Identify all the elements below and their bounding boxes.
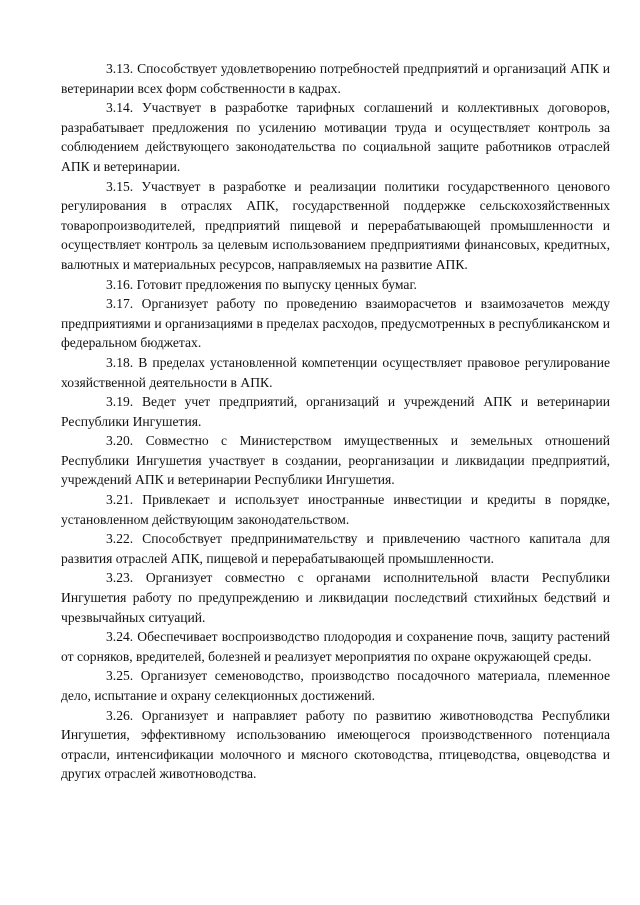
paragraph-3-23: 3.23. Организует совместно с органами исполнительной власти Республики Ингушетия работу по предупреждению и ликвидации последствий стихийных бедствий и чрезвычайных ситуаций. [61,570,610,625]
paragraph-3-22: 3.22. Способствует предпринимательству и привлечению частного капитала для развития отраслей АПК, пищевой и перерабатывающей промышленности. [61,531,610,566]
paragraph-3-15: 3.15. Участвует в разработке и реализации политики государственного ценового регулирования в отраслях АПК, государственной поддержке сельскохозяйственных товаропроизводителей, предприятий пищевой и перерабатывающей промышленности и осуществляет контроль за целевым использованием предприятиями финансовых, кредитных, валютных и материальных ресурсов, направляемых на развитие АПК. [61,178,610,272]
paragraph-3-13: 3.13. Способствует удовлетворению потребностей предприятий и организаций АПК и ветеринарии всех форм собственности в кадрах. [61,61,610,96]
paragraph-3-19: 3.19. Ведет учет предприятий, организаций и учреждений АПК и ветеринарии Республики Ингушетия. [61,394,610,429]
paragraph-3-21: 3.21. Привлекает и использует иностранные инвестиции и кредиты в порядке, установленном действующим законодательством. [61,492,610,527]
paragraph-3-20: 3.20. Совместно с Министерством имущественных и земельных отношений Республики Ингушетия участвует в создании, реорганизации и ликвидации предприятий, учреждений АПК и ветеринарии Республики Ингушетия. [61,433,610,488]
paragraph-3-18: 3.18. В пределах установленной компетенции осуществляет правовое регулирование хозяйственной деятельности в АПК. [61,354,610,390]
paragraph-3-17: 3.17. Организует работу по проведению взаиморасчетов и взаимозачетов между предприятиями и организациями в пределах расходов, предусмотренных в республиканском и федеральном бюджетах. [61,296,610,351]
paragraph-3-24: 3.24. Обеспечивает воспроизводство плодородия и сохранение почв, защиту растений от сорняков, вредителей, болезней и реализует мероприятия по охране окружающей среды. [61,629,610,664]
paragraph-3-26: 3.26. Организует и направляет работу по развитию животноводства Республики Ингушетия, эффективному использованию имеющегося производственного потенциала отрасли, интенсификации молочного и мясного скотоводства, птицеводства, овцеводства и других отраслей животноводства. [61,707,610,782]
paragraph-3-25: 3.25. Организует семеноводство, производство посадочного материала, племенное дело, испытание и охрану селекционных достижений. [61,668,610,703]
paragraph-3-14: 3.14. Участвует в разработке тарифных соглашений и коллективных договоров, разрабатывает предложения по усилению мотивации труда и осуществляет контроль за соблюдением действующего законодательства по социальной защите работников отраслей АПК и ветеринарии. [61,100,610,174]
paragraph-3-16: 3.16. Готовит предложения по выпуску ценных бумаг. [106,276,417,292]
document-page [61,59,610,784]
